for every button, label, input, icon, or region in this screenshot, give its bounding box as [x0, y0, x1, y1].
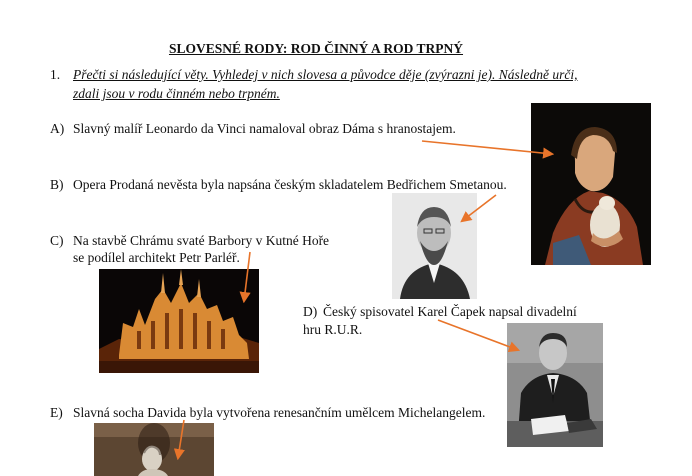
- item-c-text-line-1: Na stavbě Chrámu svaté Barbory v Kutné Hoře: [73, 233, 330, 248]
- item-d-label: D): [303, 304, 318, 319]
- item-b-label: B): [50, 177, 64, 192]
- arrow-d-to-capek: [438, 320, 518, 350]
- item-e-text: Slavná socha Davida byla vytvořena renesančním umělcem Michelangelem.: [73, 405, 486, 420]
- smetana-portrait-photo: [392, 193, 477, 299]
- item-d-text-line-1: Český spisovatel Karel Čapek napsal divadelní: [323, 304, 577, 319]
- task-instruction-line-1: Přečti si následující věty. Vyhledej v nich slovesa a původce děje (zvýrazni je). Následně urči,: [73, 67, 578, 82]
- item-a-label: A): [50, 121, 65, 136]
- lady-with-ermine-painting: [531, 103, 651, 265]
- page-title: SLOVESNÉ RODY: ROD ČINNÝ A ROD TRPNÝ: [168, 41, 464, 56]
- item-e-label: E): [50, 405, 63, 420]
- item-c-label: C): [50, 233, 64, 248]
- task-number: 1.: [50, 67, 61, 82]
- item-b-text: Opera Prodaná nevěsta byla napsána českým skladatelem Bedřichem Smetanou.: [73, 177, 507, 192]
- statue-of-david-photo: [94, 423, 214, 476]
- item-a-text: Slavný malíř Leonardo da Vinci namaloval obraz Dáma s hranostajem.: [73, 121, 456, 136]
- item-c-text-line-2: se podílel architekt Petr Parléř.: [73, 250, 240, 265]
- item-d-text-line-2: hru R.U.R.: [303, 322, 363, 337]
- st-barbara-church-photo: [99, 269, 259, 373]
- task-instruction-line-2: zdali jsou v rodu činném nebo trpném.: [73, 86, 280, 101]
- karel-capek-photo: [507, 323, 603, 447]
